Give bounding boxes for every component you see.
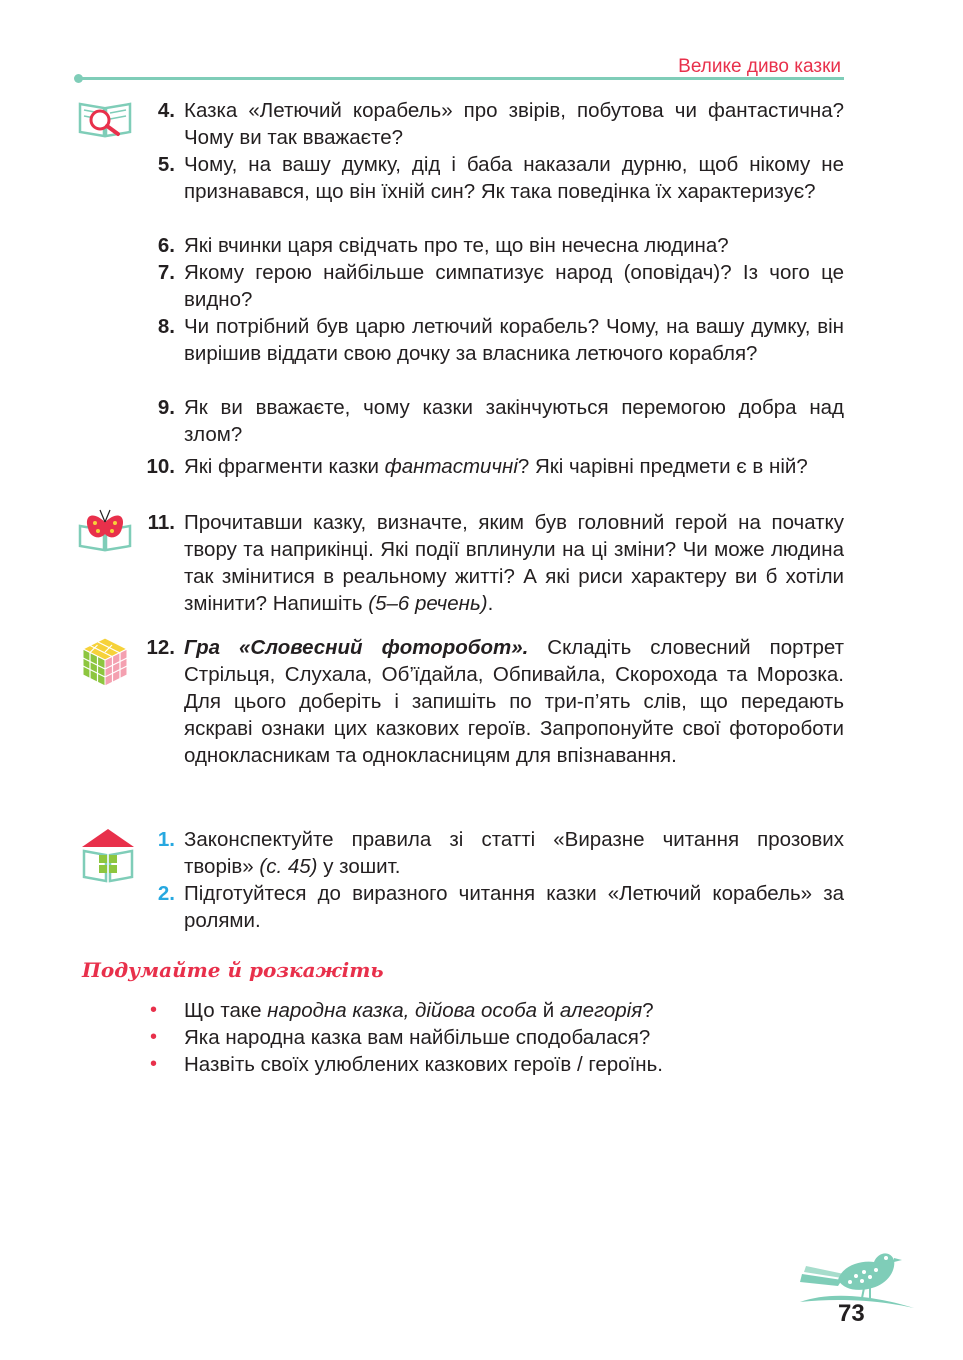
question-text: Прочитавши казку, визначте, яким був головний герой на початку твору та наприкінці. Які події вплинули на ці зміни? Чи може людина так змінитися в реальному житті? А які риси характеру ви б хотіли змінити? Напишіть (5–6 речень). [184,511,844,615]
bullet-icon: • [150,1026,158,1048]
butterfly-book-icon [78,508,134,552]
question-text: Чи потрібний був царю летючий корабель? Чому, на вашу думку, він вирішив віддати свою дочку за власника летючого корабля? [184,315,844,365]
question-11 [130,509,844,617]
discussion-bullet-3 [150,1051,840,1078]
question-text: Якому герою найбільше симпатизує народ (оповідач)? Із чого це видно? [184,261,844,311]
discussion-bullet-1 [150,997,840,1024]
question-number: 9. [157,396,175,419]
question-text: Які вчинки царя свідчать про те, що він нечесна людина? [184,234,729,257]
bullet-text: Яка народна казка вам найбільше сподобалася? [184,1026,651,1049]
question-number: 4. [157,99,175,122]
bullet-icon: • [150,1053,158,1075]
homework-text: Підготуйтеся до виразного читання казки «Летючий корабель» за ролями. [184,882,844,932]
cube-icon [80,636,130,688]
question-text: Чому, на вашу думку, дід і баба наказали дурню, щоб нікому не признавався, що він їхній син? Як така поведінка їх характеризує? [184,153,844,203]
question-text: Гра «Словесний фоторобот». Складіть словесний портрет Стрільця, Слухала, Об’їдайла, Обпивайла, Скорохода та Морозка. Для цього доберіть і запишіть по три-п’ять слів, що передають яскраві ознаки цих казкових героїв. Запропонуйте свої фотороботи однокласникам та однокласницям для впізнавання. [184,636,844,767]
question-5 [130,151,844,205]
question-9 [130,394,844,448]
question-text: Як ви вважаєте, чому казки закінчуються перемогою добра над злом? [184,396,844,446]
question-number: 5. [157,153,175,176]
question-4 [130,97,844,151]
question-number: 6. [157,234,175,257]
bullet-text: Назвіть своїх улюблених казкових героїв / героїнь. [184,1053,663,1076]
homework-1 [130,826,844,880]
question-number: 7. [157,261,175,284]
house-book-icon [78,825,138,885]
running-header: Велике диво казки [678,56,841,77]
bullet-icon: • [150,999,158,1021]
homework-number: 2. [157,882,175,905]
question-number: 8. [157,315,175,338]
bullet-text: Що таке народна казка, дійова особа й алегорія? [184,999,654,1022]
page-number: 73 [838,1300,865,1327]
book-magnifier-icon [78,98,134,140]
question-number: 11. [147,511,175,534]
question-8 [130,313,844,367]
question-7 [130,259,844,313]
header-rule [78,77,844,80]
question-12 [130,634,844,769]
discussion-bullet-2 [150,1024,840,1051]
question-number: 12. [146,636,175,659]
question-number: 10. [146,455,175,478]
question-6 [130,232,844,259]
homework-text: Законспектуйте правила зі статті «Виразне читання прозових творів» (с. 45) у зошит. [184,828,844,878]
homework-2 [130,880,844,934]
question-text: Казка «Летючий корабель» про звірів, побутова чи фантастична? Чому ви так вважаєте? [184,99,844,149]
homework-number: 1. [157,828,175,851]
question-10 [130,453,844,480]
question-text: Які фрагменти казки фантастичні? Які чарівні предмети є в ній? [184,455,808,478]
section-heading: Подумайте й розкажіть [82,958,384,982]
